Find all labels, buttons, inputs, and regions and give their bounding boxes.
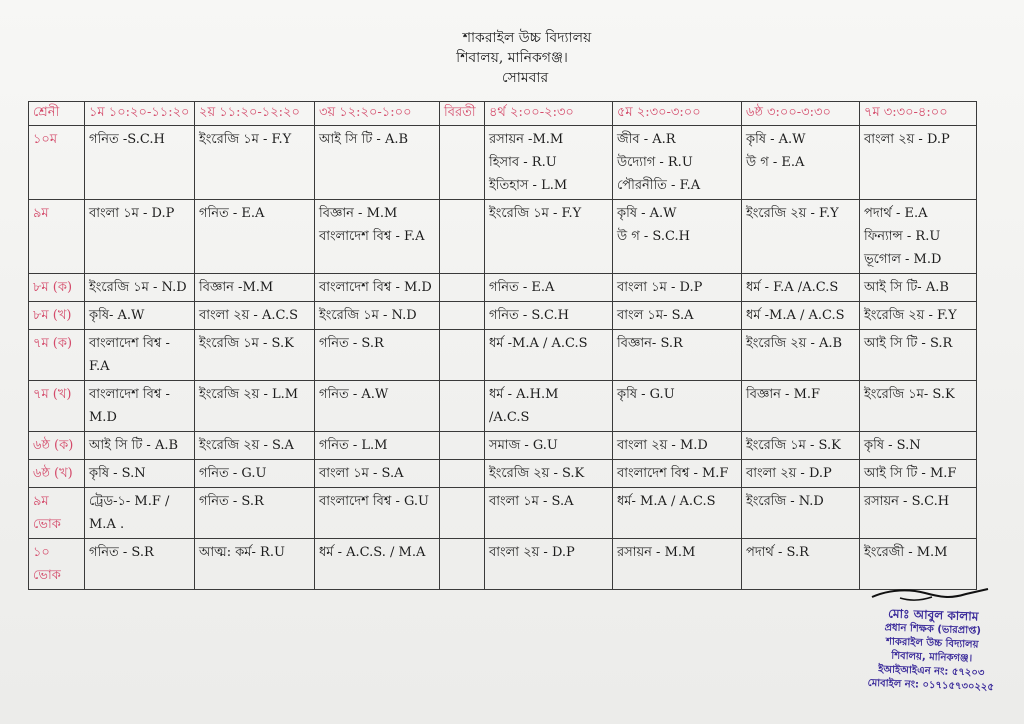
subject-teacher-entry: ইংরেজি ২য় - F.Y xyxy=(746,206,839,221)
subject-teacher-entry: ইংরেজি ২য় - S.A xyxy=(199,438,294,453)
subject-teacher-entry: ইংরেজি ১ম - S.K xyxy=(746,438,841,453)
subject-cell xyxy=(742,274,860,302)
subject-teacher-entry: ইংরেজি ১ম - N.D xyxy=(89,280,187,295)
subject-cell xyxy=(195,330,315,381)
school-name: শাকরাইল উচ্চ বিদ্যালয় xyxy=(462,30,592,46)
subject-teacher-entry: ইংরেজি ১ম - F.Y xyxy=(199,132,292,147)
subject-teacher-entry: বাংলাদেশ বিশ্ব - xyxy=(89,336,170,351)
routine-row xyxy=(29,330,977,381)
subject-teacher-entry: বিজ্ঞান - M.M xyxy=(319,206,398,221)
subject-cell xyxy=(860,539,977,590)
subject-teacher-entry: কৃষি - G.U xyxy=(617,387,675,402)
subject-teacher-entry: গনিত -S.C.H xyxy=(89,132,165,147)
subject-teacher-entry: M.D xyxy=(89,410,117,425)
document-header xyxy=(0,28,1024,88)
subject-cell xyxy=(860,302,977,330)
subject-teacher-entry: জীব - A.R xyxy=(617,132,676,147)
subject-teacher-entry: উ গ - S.C.H xyxy=(617,229,690,244)
class-name-cell: ৬ষ্ঠ (খ) xyxy=(29,460,85,488)
subject-cell xyxy=(742,460,860,488)
subject-cell xyxy=(485,460,613,488)
stamp-mobile: মোবাইল নং: ০১৭১৫৭৩০২২৫ xyxy=(867,677,995,694)
stamp-eiin: ইআইআইএন নং: ৫৭২০৩ xyxy=(877,664,985,679)
subject-teacher-entry: বাংলা ১ম - D.P xyxy=(617,280,703,295)
subject-teacher-entry: ভূগোল - M.D xyxy=(864,252,942,267)
column-header: শ্রেনী xyxy=(29,102,85,126)
column-header: ২য় ১১:২০-১২:২০ xyxy=(195,102,315,126)
class-name-cell: ৭ম (ক) xyxy=(29,330,85,381)
subject-teacher-entry: ইংরেজি ১ম - S.K xyxy=(199,336,294,351)
routine-row xyxy=(29,302,977,330)
subject-teacher-entry: বাংলা ১ম - S.A xyxy=(319,466,404,481)
subject-teacher-entry: গনিত - L.M xyxy=(319,438,388,453)
subject-cell xyxy=(195,126,315,200)
subject-cell xyxy=(195,274,315,302)
subject-teacher-entry: ইতিহাস - L.M xyxy=(489,178,568,193)
break-cell xyxy=(440,539,485,590)
subject-cell xyxy=(485,539,613,590)
subject-cell xyxy=(485,488,613,539)
subject-teacher-entry: বিজ্ঞান - M.F xyxy=(746,387,821,402)
subject-cell xyxy=(860,274,977,302)
routine-body xyxy=(29,126,977,590)
subject-teacher-entry: গনিত - S.C.H xyxy=(489,308,569,323)
subject-cell xyxy=(860,200,977,274)
subject-cell xyxy=(195,200,315,274)
subject-cell xyxy=(613,432,742,460)
subject-teacher-entry: ইংরেজি - N.D xyxy=(746,494,824,509)
day-label: সোমবার xyxy=(501,70,549,86)
subject-teacher-entry: ইংরেজি ২য় - L.M xyxy=(199,387,299,402)
subject-teacher-entry: ইংরেজি ১ম - N.D xyxy=(319,308,417,323)
subject-teacher-entry: গনিত - S.R xyxy=(199,494,264,509)
subject-teacher-entry: ইংরেজি ২য় - F.Y xyxy=(864,308,957,323)
subject-cell xyxy=(742,330,860,381)
subject-teacher-entry: বাংলাদেশ বিশ্ব - M.D xyxy=(319,280,432,295)
subject-teacher-entry: পদার্থ - S.R xyxy=(746,545,809,560)
subject-cell xyxy=(315,274,440,302)
break-cell xyxy=(440,200,485,274)
subject-teacher-entry: বিজ্ঞান- S.R xyxy=(617,336,683,351)
subject-teacher-entry: বাংলা ১ম - D.P xyxy=(89,206,175,221)
subject-cell xyxy=(742,381,860,432)
subject-teacher-entry: হিসাব - R.U xyxy=(489,155,557,170)
subject-cell xyxy=(85,539,195,590)
stamp-name: মোঃ আবুল কালাম xyxy=(887,606,979,624)
subject-teacher-entry: গনিত - S.R xyxy=(89,545,154,560)
routine-row xyxy=(29,460,977,488)
subject-teacher-entry: ইংরেজি ১ম- S.K xyxy=(864,387,955,402)
break-cell xyxy=(440,302,485,330)
subject-cell xyxy=(613,488,742,539)
subject-teacher-entry: বাংল ১ম- S.A xyxy=(617,308,694,323)
subject-cell xyxy=(195,432,315,460)
subject-teacher-entry: রসায়ন - S.C.H xyxy=(864,494,950,509)
subject-teacher-entry: বাংলা ২য় - D.P xyxy=(746,466,832,481)
subject-cell xyxy=(742,539,860,590)
subject-cell xyxy=(613,274,742,302)
subject-cell xyxy=(85,488,195,539)
subject-teacher-entry: উদ্যোগ - R.U xyxy=(617,155,693,170)
subject-teacher-entry: কৃষি - S.N xyxy=(89,466,146,481)
subject-cell xyxy=(613,330,742,381)
subject-cell xyxy=(195,381,315,432)
subject-cell xyxy=(315,200,440,274)
subject-teacher-entry: কৃষি- A.W xyxy=(89,308,145,323)
subject-cell xyxy=(860,460,977,488)
subject-teacher-entry: ধর্ম - A.C.S. / M.A xyxy=(319,545,426,560)
subject-cell xyxy=(195,488,315,539)
subject-teacher-entry: বাংলা ১ম - S.A xyxy=(489,494,574,509)
subject-cell xyxy=(613,539,742,590)
subject-teacher-entry: সমাজ - G.U xyxy=(489,438,558,453)
break-cell xyxy=(440,432,485,460)
column-header: ৬ষ্ঠ ৩:০০-৩:৩০ xyxy=(742,102,860,126)
break-cell xyxy=(440,488,485,539)
subject-teacher-entry: ইংরেজি ২য় - S.K xyxy=(489,466,585,481)
class-name-cell: ১০ ভোক xyxy=(29,539,85,590)
subject-teacher-entry: বিজ্ঞান -M.M xyxy=(199,280,274,295)
column-header: ১ম ১০:২০-১১:২০ xyxy=(85,102,195,126)
subject-cell xyxy=(485,302,613,330)
subject-teacher-entry: রসায়ন -M.M xyxy=(489,132,564,147)
subject-cell xyxy=(485,200,613,274)
subject-teacher-entry: ধর্ম - A.H.M xyxy=(489,387,559,402)
subject-cell xyxy=(85,381,195,432)
subject-cell xyxy=(85,200,195,274)
subject-cell xyxy=(613,460,742,488)
subject-teacher-entry: ধর্ম- M.A / A.C.S xyxy=(617,494,716,509)
subject-teacher-entry: উ গ - E.A xyxy=(746,155,805,170)
subject-cell xyxy=(85,432,195,460)
subject-cell xyxy=(85,460,195,488)
subject-teacher-entry: গনিত - G.U xyxy=(199,466,267,481)
column-header: ৩য় ১২:২০-১:০০ xyxy=(315,102,440,126)
subject-cell xyxy=(742,126,860,200)
class-name-cell: ৯ম ভোক xyxy=(29,488,85,539)
subject-teacher-entry: কৃষি - A.W xyxy=(617,206,677,221)
subject-teacher-entry: ফিন্যান্স - R.U xyxy=(864,229,941,244)
subject-teacher-entry: আত্ম: কর্ম- R.U xyxy=(199,545,285,560)
routine-row xyxy=(29,381,977,432)
subject-cell xyxy=(315,488,440,539)
subject-teacher-entry: ধর্ম - F.A /A.C.S xyxy=(746,280,839,295)
subject-teacher-entry: ধর্ম -M.A / A.C.S xyxy=(489,336,588,351)
column-header: বিরতী xyxy=(440,102,485,126)
subject-cell xyxy=(860,126,977,200)
subject-teacher-entry: বাংলাদেশ বিশ্ব - M.F xyxy=(617,466,729,481)
routine-row xyxy=(29,539,977,590)
subject-cell xyxy=(85,126,195,200)
subject-teacher-entry: আই সি টি - S.R xyxy=(864,336,953,351)
break-cell xyxy=(440,381,485,432)
subject-cell xyxy=(85,330,195,381)
subject-teacher-entry: কৃষি - S.N xyxy=(864,438,921,453)
subject-teacher-entry: বাংলাদেশ বিশ্ব - G.U xyxy=(319,494,429,509)
subject-teacher-entry: পদার্থ - E.A xyxy=(864,206,928,221)
class-name-cell: ৮ম (ক) xyxy=(29,274,85,302)
subject-cell xyxy=(315,302,440,330)
routine-row xyxy=(29,200,977,274)
class-name-cell: ৬ষ্ঠ (ক) xyxy=(29,432,85,460)
subject-cell xyxy=(195,460,315,488)
subject-cell xyxy=(85,274,195,302)
subject-cell xyxy=(485,330,613,381)
subject-teacher-entry: গনিত - E.A xyxy=(489,280,555,295)
subject-cell xyxy=(315,432,440,460)
subject-teacher-entry: আই সি টি - A.B xyxy=(89,438,179,453)
subject-cell xyxy=(860,488,977,539)
routine-row xyxy=(29,432,977,460)
subject-teacher-entry: M.A . xyxy=(89,517,125,532)
subject-cell xyxy=(315,381,440,432)
header-row xyxy=(29,102,977,126)
stamp-title: প্রধান শিক্ষক (ভারপ্রাপ্ত) xyxy=(884,622,982,637)
class-name-cell: ৯ম xyxy=(29,200,85,274)
stamp-address: শিবালয়, মানিকগঞ্জ। xyxy=(891,650,973,665)
subject-teacher-entry: ধর্ম -M.A / A.C.S xyxy=(746,308,845,323)
subject-cell xyxy=(613,381,742,432)
column-header: ৫ম ২:৩০-৩:০০ xyxy=(613,102,742,126)
official-stamp xyxy=(851,604,1014,696)
routine-row xyxy=(29,274,977,302)
subject-teacher-entry: বাংলা ২য় - M.D xyxy=(617,438,708,453)
subject-teacher-entry: ইংরেজি ১ম - F.Y xyxy=(489,206,582,221)
class-routine-table xyxy=(28,101,977,590)
subject-cell xyxy=(315,539,440,590)
subject-cell xyxy=(742,488,860,539)
break-cell xyxy=(440,330,485,381)
subject-cell xyxy=(315,460,440,488)
class-name-cell: ৭ম (খ) xyxy=(29,381,85,432)
subject-cell xyxy=(485,381,613,432)
column-header: ৭ম ৩:৩০-৪:০০ xyxy=(860,102,977,126)
subject-teacher-entry: বাংলাদেশ বিশ্ব - xyxy=(89,387,170,402)
subject-cell xyxy=(195,539,315,590)
subject-teacher-entry: বাংলাদেশ বিশ্ব - F.A xyxy=(319,229,425,244)
subject-cell xyxy=(485,274,613,302)
break-cell xyxy=(440,274,485,302)
subject-cell xyxy=(860,432,977,460)
subject-cell xyxy=(85,302,195,330)
routine-row xyxy=(29,488,977,539)
subject-teacher-entry: F.A xyxy=(89,359,110,374)
subject-teacher-entry: আই সি টি- A.B xyxy=(864,280,949,295)
subject-teacher-entry: বাংলা ২য় - A.C.S xyxy=(199,308,298,323)
subject-cell xyxy=(742,432,860,460)
subject-cell xyxy=(613,302,742,330)
subject-cell xyxy=(485,432,613,460)
subject-cell xyxy=(315,126,440,200)
class-name-cell: ১০ম xyxy=(29,126,85,200)
stamp-school: শাকরাইল উচ্চ বিদ্যালয় xyxy=(885,636,979,651)
subject-teacher-entry: বাংলা ২য় - D.P xyxy=(864,132,950,147)
subject-teacher-entry: গনিত - S.R xyxy=(319,336,384,351)
subject-cell xyxy=(315,330,440,381)
break-cell xyxy=(440,126,485,200)
column-header: ৪র্থ ২:০০-২:৩০ xyxy=(485,102,613,126)
subject-teacher-entry: কৃষি - A.W xyxy=(746,132,806,147)
subject-cell xyxy=(613,126,742,200)
subject-cell xyxy=(860,381,977,432)
subject-teacher-entry: গনিত - E.A xyxy=(199,206,265,221)
subject-teacher-entry: আই সি টি - M.F xyxy=(864,466,957,481)
subject-teacher-entry: পৌরনীতি - F.A xyxy=(617,178,701,193)
routine-row xyxy=(29,126,977,200)
class-name-cell: ৮ম (খ) xyxy=(29,302,85,330)
subject-cell xyxy=(195,302,315,330)
school-address: শিবালয়, মানিকগঞ্জ। xyxy=(456,50,568,66)
subject-cell xyxy=(485,126,613,200)
subject-teacher-entry: বাংলা ২য় - D.P xyxy=(489,545,575,560)
headmaster-signature xyxy=(870,585,990,605)
subject-cell xyxy=(742,302,860,330)
subject-cell xyxy=(860,330,977,381)
break-cell xyxy=(440,460,485,488)
subject-teacher-entry: /A.C.S xyxy=(489,410,530,425)
subject-teacher-entry: ট্রেড-১- M.F / xyxy=(89,494,170,509)
subject-teacher-entry: আই সি টি - A.B xyxy=(319,132,409,147)
subject-cell xyxy=(613,200,742,274)
subject-teacher-entry: রসায়ন - M.M xyxy=(617,545,696,560)
subject-teacher-entry: গনিত - A.W xyxy=(319,387,389,402)
subject-teacher-entry: ইংরেজী - M.M xyxy=(864,545,948,560)
subject-teacher-entry: ইংরেজি ২য় - A.B xyxy=(746,336,843,351)
subject-cell xyxy=(742,200,860,274)
